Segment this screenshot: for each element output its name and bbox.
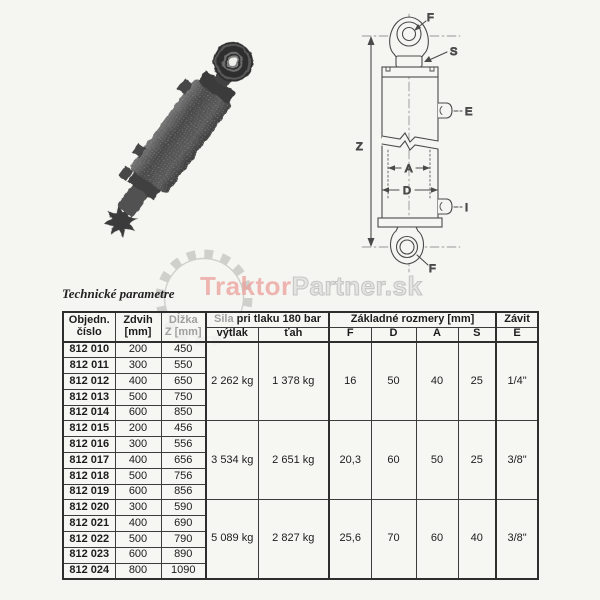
port-label-i: I [465, 202, 469, 214]
zdvih-cell: 200 [115, 421, 161, 437]
tah-cell: 2 827 kg [258, 500, 329, 579]
col-header-tah: ťah [258, 327, 329, 342]
col-header-zdvih [115, 312, 161, 342]
zdvih-cell: 200 [115, 342, 161, 358]
order-code-cell: 812 022 [63, 532, 115, 548]
header-line: číslo [76, 326, 102, 338]
order-code-cell: 812 011 [63, 358, 115, 374]
col-header-a: A [416, 327, 458, 342]
dlzka-cell: 790 [161, 532, 206, 548]
header-word-faded: Sila [214, 312, 234, 325]
order-code-cell: 812 020 [63, 500, 115, 516]
a-cell: 40 [416, 342, 458, 421]
parameters-table [62, 311, 539, 580]
dlzka-cell: 890 [161, 547, 206, 563]
f-cell: 16 [329, 342, 371, 421]
zdvih-cell: 400 [115, 374, 161, 390]
col-header-zavit: Závit [496, 312, 538, 327]
zdvih-cell: 400 [115, 516, 161, 532]
header-word: pri tlaku 180 bar [236, 312, 322, 325]
zdvih-cell: 500 [115, 389, 161, 405]
zdvih-cell: 600 [115, 547, 161, 563]
a-cell: 60 [416, 500, 458, 579]
s-cell: 25 [458, 342, 496, 421]
dlzka-cell: 750 [161, 389, 206, 405]
table-header [63, 312, 538, 342]
gland-neck [396, 56, 422, 67]
eye-label-f-top: F [427, 12, 434, 24]
header-line: Zdvih [123, 314, 153, 327]
f-cell: 20,3 [329, 421, 371, 500]
col-header-vytlak: výtlak [206, 327, 258, 342]
dlzka-cell: 550 [161, 358, 206, 374]
dlzka-cell: 456 [161, 421, 206, 437]
eye-label-f-bottom: F [429, 263, 436, 275]
zdvih-cell: 600 [115, 484, 161, 500]
bottom-cap [378, 218, 442, 227]
dlzka-cell: 856 [161, 484, 206, 500]
order-code-cell: 812 010 [63, 342, 115, 358]
section-title: Technické parametre [62, 286, 175, 301]
dlzka-cell: 450 [161, 342, 206, 358]
dlzka-cell: 850 [161, 405, 206, 421]
header-line: Dĺžka [168, 314, 198, 327]
order-code-cell: 812 024 [63, 563, 115, 579]
product-photo-hydraulic-cylinder [58, 0, 310, 282]
zdvih-cell: 400 [115, 453, 161, 469]
dlzka-cell: 756 [161, 468, 206, 484]
vytlak-cell: 3 534 kg [206, 421, 258, 500]
zdvih-cell: 500 [115, 468, 161, 484]
col-header-sila [206, 312, 329, 327]
col-header-e: E [496, 327, 538, 342]
col-header-objedn-cislo [63, 312, 115, 342]
watermark [200, 271, 422, 302]
header-line: Objedn. [68, 314, 110, 327]
technical-drawing [330, 0, 550, 282]
table-body [63, 342, 538, 579]
s-cell: 40 [458, 500, 496, 579]
vytlak-cell: 5 089 kg [206, 500, 258, 579]
watermark-brand: Traktor [200, 271, 292, 301]
order-code-cell: 812 018 [63, 468, 115, 484]
dim-label-z: Z [356, 141, 363, 153]
zdvih-cell: 300 [115, 500, 161, 516]
col-header-rozmery: Základné rozmery [mm] [329, 312, 496, 327]
dlzka-cell: 650 [161, 374, 206, 390]
dlzka-cell: 690 [161, 516, 206, 532]
tah-cell: 2 651 kg [258, 421, 329, 500]
zdvih-cell: 300 [115, 358, 161, 374]
order-code-cell: 812 014 [63, 405, 115, 421]
order-code-cell: 812 023 [63, 547, 115, 563]
table-row [63, 342, 538, 358]
watermark-domain: Partner.sk [291, 271, 423, 301]
dim-label-a: A [405, 163, 413, 175]
col-header-f: F [329, 327, 371, 342]
port-label-e: E [465, 106, 473, 118]
gland-label-s: S [450, 46, 458, 58]
d-cell: 60 [371, 421, 416, 500]
s-cell: 25 [458, 421, 496, 500]
vytlak-cell: 2 262 kg [206, 342, 258, 421]
zdvih-cell: 800 [115, 563, 161, 579]
dlzka-cell: 556 [161, 437, 206, 453]
col-header-s: S [458, 327, 496, 342]
order-code-cell: 812 012 [63, 374, 115, 390]
header-line: [mm] [124, 326, 152, 338]
table-row [63, 421, 538, 437]
dlzka-cell: 656 [161, 453, 206, 469]
dlzka-cell: 1090 [161, 563, 206, 579]
order-code-cell: 812 016 [63, 437, 115, 453]
order-code-cell: 812 015 [63, 421, 115, 437]
order-code-cell: 812 019 [63, 484, 115, 500]
zavit-cell: 3/8" [496, 421, 538, 500]
f-cell: 25,6 [329, 500, 371, 579]
zdvih-cell: 500 [115, 532, 161, 548]
zavit-cell: 1/4" [496, 342, 538, 421]
header-line: Z [mm] [164, 326, 202, 338]
a-cell: 50 [416, 421, 458, 500]
col-header-d: D [371, 327, 416, 342]
tah-cell: 1 378 kg [258, 342, 329, 421]
d-cell: 50 [371, 342, 416, 421]
zdvih-cell: 300 [115, 437, 161, 453]
order-code-cell: 812 017 [63, 453, 115, 469]
order-code-cell: 812 021 [63, 516, 115, 532]
col-header-dlzka [161, 312, 206, 342]
order-code-cell: 812 013 [63, 389, 115, 405]
zdvih-cell: 600 [115, 405, 161, 421]
cylinder-photo-body [84, 31, 263, 247]
table-row [63, 500, 538, 516]
d-cell: 70 [371, 500, 416, 579]
dim-label-d: D [403, 185, 411, 197]
dlzka-cell: 590 [161, 500, 206, 516]
zavit-cell: 3/8" [496, 500, 538, 579]
